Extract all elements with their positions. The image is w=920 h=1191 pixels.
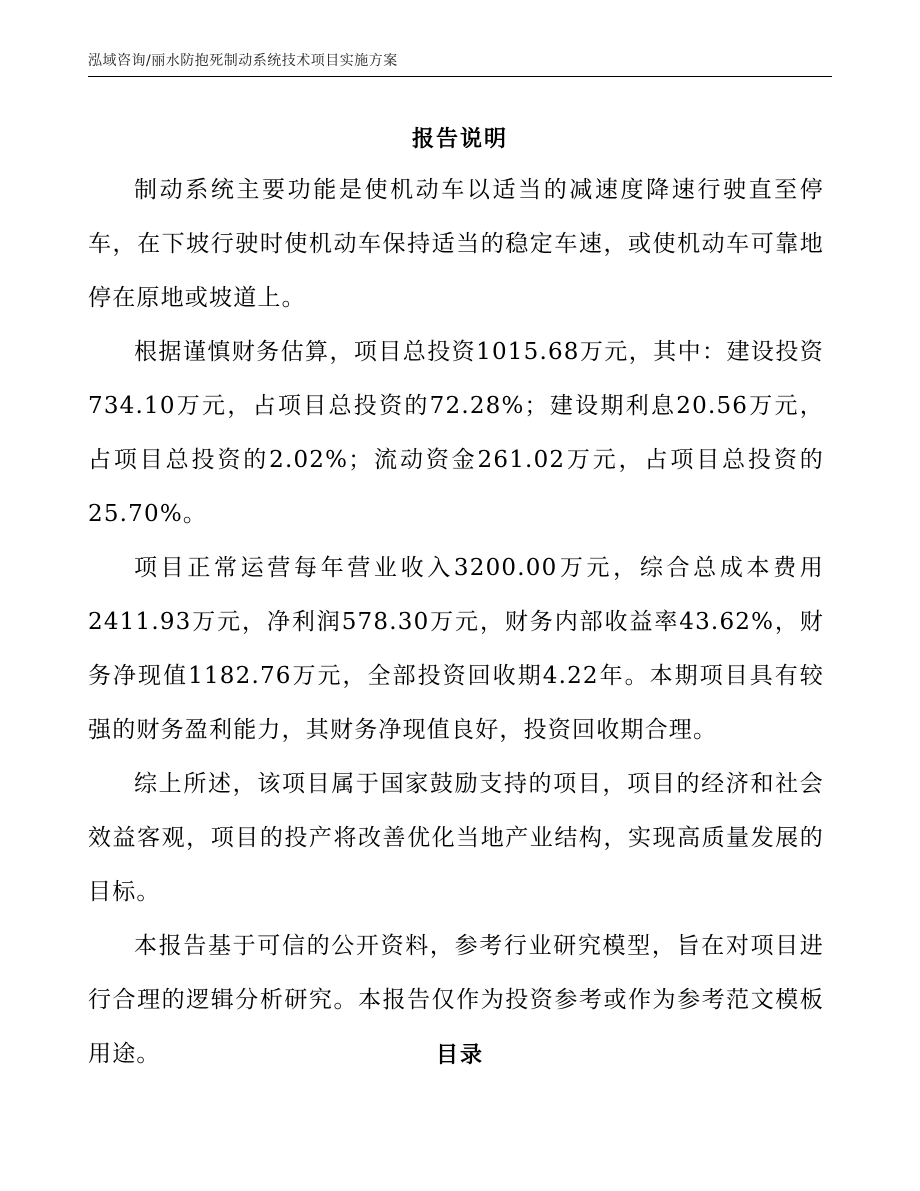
running-header: 泓域咨询/丽水防抱死制动系统技术项目实施方案 — [88, 53, 398, 69]
header-divider — [88, 76, 832, 77]
report-body — [88, 163, 824, 1081]
paragraph-revenue: 项目正常运营每年营业收入3200.00万元，综合总成本费用2411.93万元，净利润578.30万元，财务内部收益率43.62%，财务净现值1182.76万元，全部投资回收期4.22年。本期项目具有较强的财务盈利能力，其财务净现值良好，投资回收期合理。 — [88, 555, 824, 743]
paragraph-braking-function: 制动系统主要功能是使机动车以适当的减速度降速行驶直至停车，在下坡行驶时使机动车保持适当的稳定车速，或使机动车可靠地停在原地或坡道上。 — [88, 177, 824, 311]
toc-title: 目录 — [435, 1043, 484, 1068]
report-title: 报告说明 — [411, 127, 508, 152]
paragraph-disclaimer: 本报告基于可信的公开资料，参考行业研究模型，旨在对项目进行合理的逻辑分析研究。本报告仅作为投资参考或作为参考范文模板用途。 — [88, 933, 824, 1067]
paragraph-investment: 根据谨慎财务估算，项目总投资1015.68万元，其中：建设投资734.10万元，占项目总投资的72.28%；建设期利息20.56万元，占项目总投资的2.02%；流动资金261.02万元，占项目总投资的25.70%。 — [88, 339, 824, 527]
paragraph-conclusion: 综上所述，该项目属于国家鼓励支持的项目，项目的经济和社会效益客观，项目的投产将改善优化当地产业结构，实现高质量发展的目标。 — [88, 771, 824, 905]
